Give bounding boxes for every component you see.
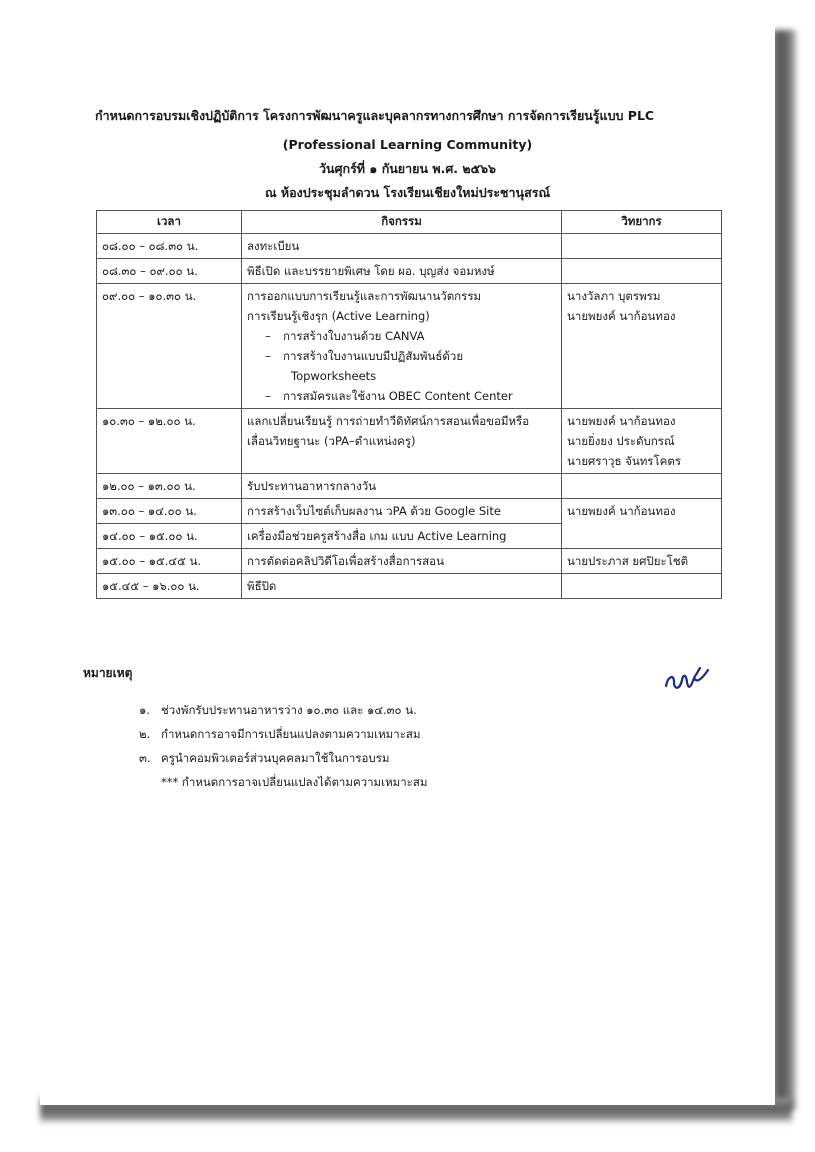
subitem-text: การสมัครและใช้งาน OBEC Content Center	[283, 389, 513, 403]
activity-text: ลงทะเบียน	[247, 239, 300, 253]
time-cell: ๐๘.๓๐ – ๐๙.๐๐ น.	[97, 259, 242, 284]
note-item	[139, 750, 389, 768]
note-number: ๓.	[139, 751, 151, 765]
speaker-cell	[562, 259, 722, 284]
activity-text: เลื่อนวิทยฐานะ (วPA–ตำแหน่งครู)	[247, 434, 416, 448]
activity-cell	[242, 259, 562, 284]
speaker-name: นางวัลภา บุตรพรม	[567, 289, 661, 303]
header-title: กำหนดการอบรมเชิงปฏิบัติการ โครงการพัฒนาครูและบุคลากรทางการศึกษา การจัดการเรียนรู้แบบ PLC	[95, 108, 655, 123]
header-subtitle: (Professional Learning Community)	[282, 137, 533, 152]
header-activity: กิจกรรม	[242, 211, 562, 234]
note-number: ๑.	[139, 703, 150, 717]
note-text: กำหนดการอาจมีการเปลี่ยนแปลงตามความเหมาะสม	[161, 727, 421, 741]
activity-text: รับประทานอาหารกลางวัน	[247, 479, 377, 493]
document-page	[40, 20, 775, 1105]
subitem-continuation: Topworksheets	[291, 369, 377, 383]
table-row	[97, 549, 722, 574]
header-venue: ณ ห้องประชุมลำดวน โรงเรียนเชียงใหม่ประชานุสรณ์	[264, 185, 551, 200]
speaker-name: นายพยงค์ นาก้อนทอง	[567, 504, 676, 518]
time-cell: ๑๓.๐๐ – ๑๔.๐๐ น.	[97, 499, 242, 524]
table-row	[97, 574, 722, 599]
speaker-name: นายศราวุธ จันทรโคตร	[567, 454, 681, 468]
time-cell: ๐๙.๐๐ – ๑๐.๓๐ น.	[97, 284, 242, 409]
activity-cell	[242, 499, 562, 524]
speaker-cell	[562, 234, 722, 259]
time-cell: ๑๕.๐๐ – ๑๕.๔๕ น.	[97, 549, 242, 574]
activity-text: การสร้างเว็บไซต์เก็บผลงาน วPA ด้วย Google Site	[247, 504, 501, 518]
time-cell: ๑๔.๐๐ – ๑๕.๐๐ น.	[97, 524, 242, 549]
table-row	[97, 474, 722, 499]
time-cell: ๑๒.๐๐ – ๑๓.๐๐ น.	[97, 474, 242, 499]
activity-cell	[242, 284, 562, 409]
schedule-table	[96, 210, 722, 599]
notes-title: หมายเหตุ	[83, 666, 133, 680]
activity-text: เครื่องมือช่วยครูสร้างสื่อ เกม แบบ Active Learning	[247, 529, 507, 543]
activity-text: การตัดต่อคลิปวิดีโอเพื่อสร้างสื่อการสอน	[247, 554, 444, 568]
speaker-cell	[562, 474, 722, 499]
time-cell: ๐๘.๐๐ – ๐๘.๓๐ น.	[97, 234, 242, 259]
activity-subitem: – การสร้างใบงานด้วย CANVA	[265, 329, 425, 343]
activity-text: การออกแบบการเรียนรู้และการพัฒนานวัตกรรม	[247, 289, 482, 303]
speaker-cell	[562, 284, 722, 409]
speaker-cell	[562, 409, 722, 474]
speaker-cell	[562, 549, 722, 574]
table-row	[97, 409, 722, 474]
signature-initials	[660, 660, 720, 700]
note-text: ครูนำคอมพิวเตอร์ส่วนบุคคลมาใช้ในการอบรม	[161, 751, 390, 765]
note-item	[139, 702, 417, 720]
header-date: วันศุกร์ที่ ๑ กันยายน พ.ศ. ๒๕๖๖	[319, 161, 496, 176]
subitem-text: การสร้างใบงานแบบมีปฏิสัมพันธ์ด้วย	[283, 349, 464, 363]
note-extra: *** กำหนดการอาจเปลี่ยนแปลงได้ตามความเหมาะสม	[161, 775, 428, 789]
speaker-cell	[562, 499, 722, 549]
speaker-name: นายยิ่งยง ประดับกรณ์	[567, 434, 675, 448]
activity-text: พิธีเปิด และบรรยายพิเศษ โดย ผอ. บุญส่ง จอมหงษ์	[247, 264, 495, 278]
activity-cell	[242, 574, 562, 599]
activity-cell	[242, 474, 562, 499]
table-header-row	[97, 211, 722, 234]
time-cell: ๑๕.๔๕ – ๑๖.๐๐ น.	[97, 574, 242, 599]
speaker-name: นายพยงค์ นาก้อนทอง	[567, 414, 676, 428]
activity-cell	[242, 234, 562, 259]
activity-subitem: – การสร้างใบงานแบบมีปฏิสัมพันธ์ด้วย	[265, 349, 464, 363]
time-cell: ๑๐.๓๐ – ๑๒.๐๐ น.	[97, 409, 242, 474]
activity-subitem: – การสมัครและใช้งาน OBEC Content Center	[265, 389, 513, 403]
activity-cell	[242, 549, 562, 574]
activity-cell	[242, 409, 562, 474]
speaker-name: นายพยงค์ นาก้อนทอง	[567, 309, 676, 323]
activity-text: การเรียนรู้เชิงรุก (Active Learning)	[247, 309, 430, 323]
header-speaker: วิทยากร	[562, 211, 722, 234]
table-row	[97, 259, 722, 284]
note-text: ช่วงพักรับประทานอาหารว่าง ๑๐.๓๐ และ ๑๔.๓๐ น.	[161, 703, 417, 717]
speaker-name: นายประภาส ยศปิยะโชติ	[567, 554, 689, 568]
activity-text: แลกเปลี่ยนเรียนรู้ การถ่ายทำวีดิทัศน์การสอนเพื่อขอมีหรือ	[247, 414, 530, 428]
activity-text: พิธีปิด	[247, 579, 277, 593]
notes-section	[83, 664, 428, 789]
table-row	[97, 499, 722, 524]
table-row	[97, 234, 722, 259]
table-row	[97, 284, 722, 409]
activity-cell	[242, 524, 562, 549]
header-time: เวลา	[97, 211, 242, 234]
note-item	[139, 726, 420, 744]
note-number: ๒.	[139, 727, 151, 741]
subitem-text: การสร้างใบงานด้วย CANVA	[283, 329, 425, 343]
speaker-cell	[562, 574, 722, 599]
